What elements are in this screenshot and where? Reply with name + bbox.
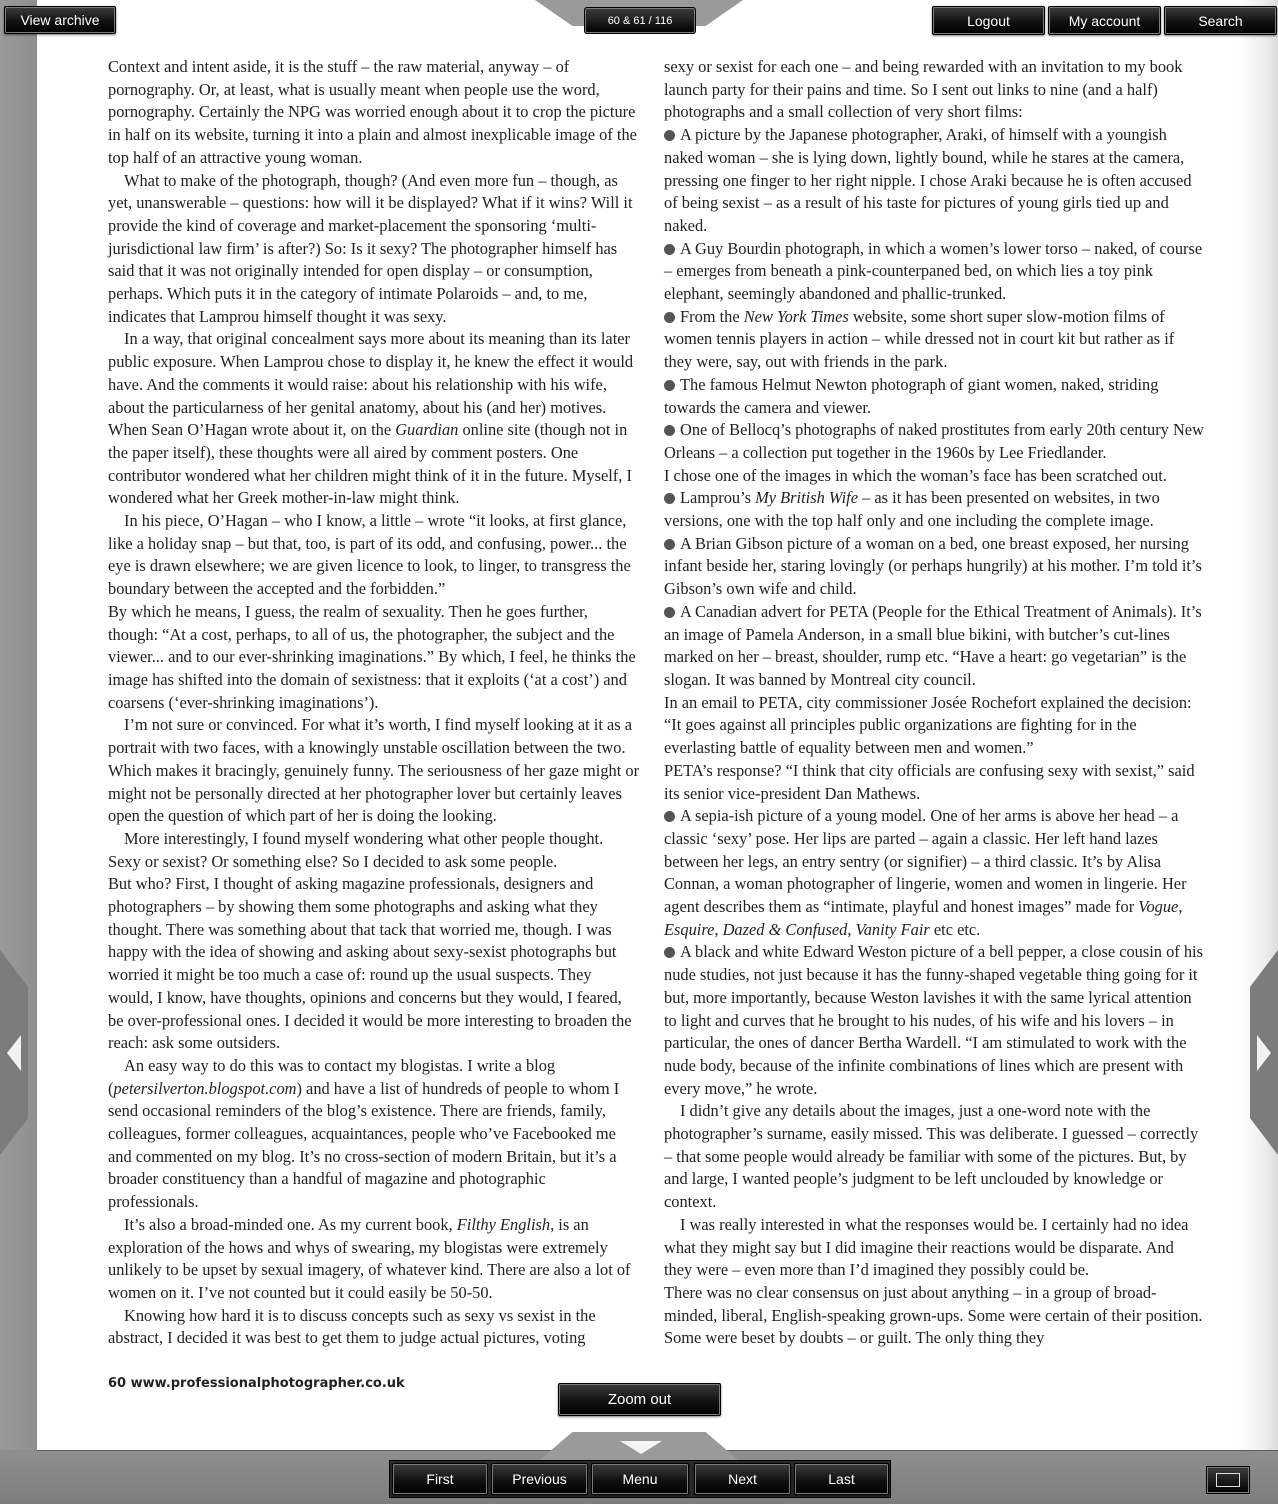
- page-footer: 60 www.professionalphotographer.co.uk: [108, 1376, 405, 1391]
- text-run: ,: [1178, 897, 1183, 917]
- bullet-item: [664, 805, 1204, 941]
- last-page-button[interactable]: Last: [794, 1463, 889, 1495]
- text-run: A sepia-ish picture of a young model. One of her arms is above her head – a classic ‘sexy’ pose. Her lips are parted – again a classic. Her left hand lazes between her legs, an entry sentry (or signifier) – a third classic. It’s by Alisa Connan, a woman photographer of lingerie, women and women in lingerie. Her agent describes them as “intimate, playful and honest images” made for: [664, 806, 1187, 917]
- italic-text: Vanity Fair: [855, 919, 930, 939]
- italic-text: New York Times: [743, 306, 849, 326]
- paragraph: [108, 328, 640, 510]
- next-page-button[interactable]: Next: [694, 1463, 791, 1495]
- chevron-down-icon[interactable]: [620, 1441, 662, 1454]
- previous-page-button[interactable]: Previous: [491, 1463, 588, 1495]
- bullet-item: A Canadian advert for PETA (People for the Ethical Treatment of Animals). It’s an image of Pamela Anderson, in a small blue bikini, with butcher’s cut-lines marked on her – breast, shoulder, rump etc. “Have a heart: go vegetarian” is the slogan. It was banned by Montreal city council.: [664, 601, 1204, 692]
- italic-text: My British Wife: [755, 488, 859, 508]
- bullet-item: [664, 487, 1204, 532]
- first-page-button[interactable]: First: [392, 1463, 488, 1495]
- previous-page-arrow-icon[interactable]: [7, 1035, 21, 1071]
- menu-button[interactable]: Menu: [591, 1463, 689, 1495]
- paragraph: I didn’t give any details about the images, just a one-word note with the photographer’s surname, easily missed. This was deliberate. I guessed – correctly – that some people would already be familiar with some of the pictures. But, by and large, I wanted people’s judgment to be left unclouded by knowledge or context.: [664, 1101, 1199, 1212]
- text-run: – as it has been presented on websites, in two versions, one with the top half only and one including the complete image.: [664, 488, 1160, 531]
- paragraph: More interestingly, I found myself wondering what other people thought. Sexy or sexist? Or something else? So I decided to ask some people.: [108, 828, 604, 871]
- bullet-item: A picture by the Japanese photographer, Araki, of himself with a youngish naked woman – she is lying down, lightly bound, while he stares at the camera, pressing one finger to her right nipple. I chose Araki because he is often accused of being sexist – as a result of his taste for pictures of young girls tied up and naked.: [664, 124, 1204, 238]
- paragraph: In his piece, O’Hagan – who I know, a little – wrote “it looks, at first glance, like a holiday snap – but that, too, is part of its odd, and confusing, power... the eye is drawn elsewhere; we are given licence to look, to linger, to transgress the boundary between the accepted and the forbidden.”: [108, 511, 631, 599]
- paragraph: [108, 1055, 640, 1214]
- paragraph: I was really interested in what the responses would be. I certainly had no idea what they might say but I did imagine their reactions would be disparate. And they were – even more than I’d imagined they possibly could be.: [664, 1214, 1189, 1280]
- fullscreen-icon[interactable]: [1206, 1466, 1250, 1494]
- page-indicator: 60 & 61 / 116: [584, 7, 696, 34]
- bullet-item: [664, 306, 1204, 374]
- logout-button[interactable]: Logout: [932, 6, 1045, 35]
- italic-text: Guardian: [395, 420, 459, 440]
- paragraph: But who? First, I thought of asking magazine professionals, designers and photographers – by showing them some photographs and asking what they thought. There was something about that tack that worried me, though. I was happy with the idea of showing and asking about sexy-sexist photographs but worried it might be too much a case of: round up the usual suspects. They would, I know, have thoughts, opinions and concerns but they would, I feared, be over-professional ones. I decided it would be more interesting to broaden the reach: ask some outsiders.: [108, 874, 632, 1053]
- paragraph: There was no clear consensus on just about anything – in a group of broad-minded, liberal, English-speaking grown-ups. Some were certain of their position. Some were beset by doubts – or guilt. The only thing they: [664, 1282, 1203, 1348]
- italic-text: Vogue: [1138, 897, 1179, 917]
- bullet-item: A Brian Gibson picture of a woman on a bed, one breast exposed, her nursing infant beside her, staring lovingly (or perhaps hungrily) at his mother. I’m told it’s Gibson’s own wife and child.: [664, 533, 1204, 601]
- paragraph: I chose one of the images in which the woman’s face has been scratched out.: [664, 465, 1167, 485]
- text-run: ,: [847, 919, 856, 939]
- paragraph: What to make of the photograph, though? (And even more fun – though, as yet, unanswerable – questions: how will it be displayed? What if it wins? Will it provide the kind of coverage and market-placement the sponsoring ‘multi-jurisdictional law firm’ is after?) So: Is it sexy? The photographer himself has said that it was not originally intended for open display – or consumption, perhaps. Which puts it in the category of intimate Polaroids – and, to me, indicates that Lamprou himself thought it was sexy.: [108, 170, 633, 326]
- text-run: In a way, that original concealment says more about its meaning than its later public exposure. When Lamprou chose to display it, he knew the effect it would have. And the comments it would raise: about his relationship with his wife, about the particularness of her genital anatomy, about his (and her) motives. When Sean O’Hagan wrote about it, on the: [108, 329, 634, 440]
- paragraph: By which he means, I guess, the realm of sexuality. Then he goes further, though: “At a cost, perhaps, to all of us, the photographer, the subject and the viewer... and to our ever-shrinking imaginations.” By which, I feel, he thinks the image has shifted into the domain of sexistness: that it exploits (‘at a cost’) and coarsens (‘ever-shrinking imaginations’).: [108, 601, 636, 712]
- paragraph: [108, 1214, 640, 1305]
- text-run: online site (though not in the paper itself), these thoughts were all aired by comment posters. One contributor wondered what her children might think of it in the future. Myself, I wondered what her Greek mother-in-law might think.: [108, 420, 632, 508]
- paragraph: I’m not sure or convinced. For what it’s worth, I find myself looking at it as a portrait with two faces, with a knowingly unstable oscillation between the two. Which makes it bracingly, genuinely funny. The seriousness of her gaze might or might not be personally directed at her photographer lover but certainly leaves open the question of which part of her is doing the looking.: [108, 715, 640, 826]
- my-account-button[interactable]: My account: [1048, 6, 1161, 35]
- zoom-out-button[interactable]: Zoom out: [558, 1383, 721, 1416]
- text-run: website, some short super slow-motion films of women tennis players in action – while dressed not in court kit but rather as if they were, say, out with friends in the park.: [664, 306, 1175, 372]
- italic-text: Filthy English: [456, 1214, 551, 1234]
- text-run: An easy way to do this was to contact my blogistas. I write a blog (: [108, 1055, 556, 1098]
- italic-text: Dazed & Confused: [722, 919, 848, 939]
- article-column-left: [108, 56, 640, 1350]
- italic-text: petersilverton.blogspot.com: [113, 1078, 297, 1098]
- paragraph: In an email to PETA, city commissioner Josée Rochefort explained the decision: “It goes against all principles public organizations are fighting for in the everlasting battle of equality between men and women.”: [664, 692, 1192, 758]
- viewer-left-gutter: [0, 0, 38, 1450]
- article-column-right: [664, 56, 1204, 1350]
- paragraph: PETA’s response? “I think that city officials are confusing sexy with sexist,” said its senior vice-president Dan Mathews.: [664, 760, 1195, 803]
- bullet-item: One of Bellocq’s photographs of naked prostitutes from early 20th century New Orleans – a collection put together in the 1960s by Lee Friedlander.: [664, 419, 1204, 464]
- text-run: , is an exploration of the hows and whys of swearing, my blogistas were extremely unlikely to be upset by sexual imagery, of whatever kind. There are also a lot of women on it. I’ve not counted but it could easily be 50-50.: [108, 1214, 631, 1302]
- paragraph: Knowing how hard it is to discuss concepts such as sexy vs sexist in the abstract, I decided it was best to get them to judge actual pictures, voting: [108, 1305, 596, 1348]
- search-button[interactable]: Search: [1164, 6, 1277, 35]
- text-run: Lamprou’s: [680, 488, 756, 508]
- view-archive-button[interactable]: View archive: [4, 6, 116, 34]
- bullet-item: A Guy Bourdin photograph, in which a women’s lower torso – naked, of course – emerges from beneath a pink-counterpaned bed, on which lies a toy pink elephant, seemingly abandoned and phallic-trunked.: [664, 238, 1204, 306]
- text-run: It’s also a broad-minded one. As my current book,: [124, 1214, 457, 1234]
- text-run: From the: [680, 306, 744, 326]
- text-run: ) and have a list of hundreds of people to whom I send occasional reminders of the blog’s existence. There are friends, family, colleagues, former colleagues, acquaintances, people who’ve Facebooked me and commented on my blog. It’s no cross-section of modern Britain, but it’s a broader constituency than a handful of magazine and photographic professionals.: [108, 1078, 620, 1212]
- italic-text: Esquire: [664, 919, 715, 939]
- next-page-arrow-icon[interactable]: [1257, 1035, 1271, 1071]
- bullet-item: A black and white Edward Weston picture of a bell pepper, a close cousin of his nude studies, not just because it has the funny-shaped vegetable thing going for it but, more importantly, because Weston lavishes it with the same lyrical attention to light and curves that he brought to his nudes, of his wife and his lovers – in particular, the ones of dancer Bertha Wardell. “I am stimulated to work with the nude body, because of the infinite combinations of lines which are present with every move,” he wrote.: [664, 941, 1204, 1100]
- text-run: ,: [714, 919, 723, 939]
- paragraph: sexy or sexist for each one – and being rewarded with an invitation to my book launch party for their pains and time. So I sent out links to nine (and a half) photographs and a small collection of very short films:: [664, 57, 1183, 122]
- bullet-item: The famous Helmut Newton photograph of giant women, naked, striding towards the camera and viewer.: [664, 374, 1204, 419]
- text-run: etc etc.: [929, 919, 981, 939]
- paragraph: Context and intent aside, it is the stuff – the raw material, anyway – of pornography. Or, at least, what is usually meant when people use the word, pornography. Certainly the NPG was worried enough about it to crop the picture in half on its website, turning it into a plain and almost inexplicable image of the top half of an attractive young woman.: [108, 57, 637, 167]
